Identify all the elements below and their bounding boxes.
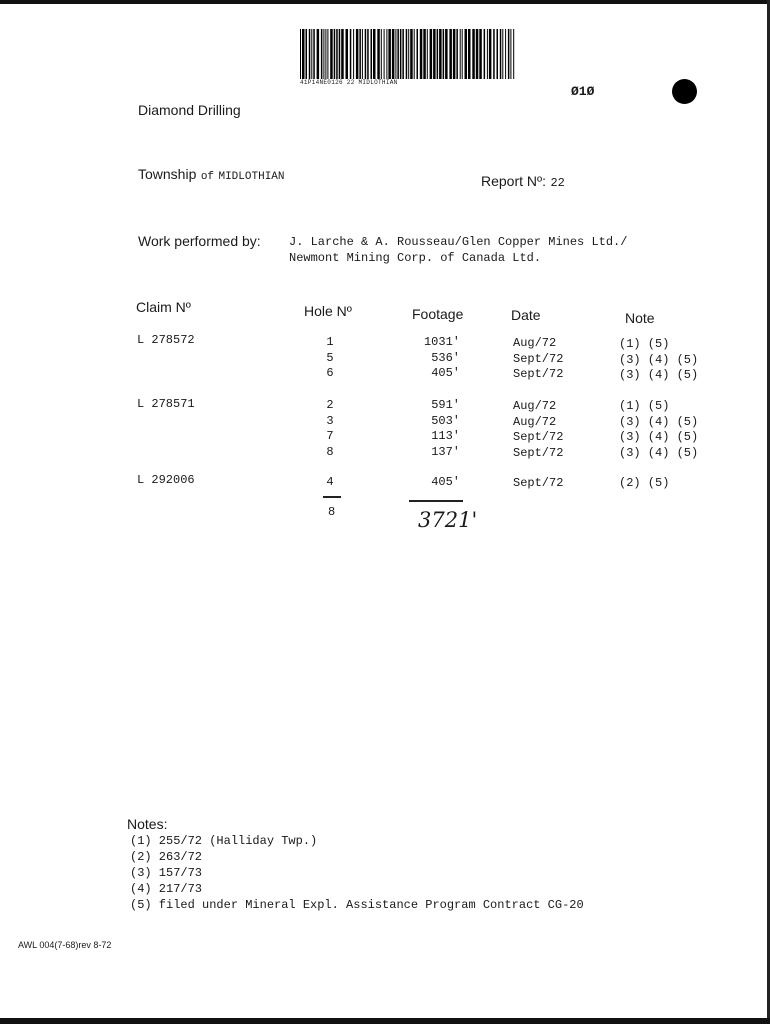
hole-column (320, 398, 340, 460)
note-refs: (3) (4) (5) (619, 414, 699, 429)
note-column (619, 399, 698, 461)
township-name: MIDLOTHIAN (218, 171, 285, 183)
footage-value: 405' (431, 366, 460, 380)
hole-number: 7 (326, 429, 334, 443)
date-column (513, 476, 563, 492)
note-refs: (3) (4) (5) (619, 368, 699, 382)
footage-column (404, 398, 460, 460)
hole-total-rule (323, 496, 341, 498)
footage-value: 503' (431, 413, 460, 428)
date-value: Sept/72 (513, 351, 564, 366)
report-label: Report Nº: (481, 173, 547, 189)
footage-value: 591' (431, 398, 460, 412)
note-item: (1) 255/72 (Halliday Twp.) (130, 834, 318, 848)
township-line (138, 166, 285, 184)
notes-list (130, 833, 584, 913)
date-value: Aug/72 (513, 399, 557, 413)
note-refs: (2) (5) (619, 476, 670, 490)
note-item: (2) 263/72 (130, 850, 203, 864)
hole-number: 1 (326, 335, 334, 349)
report-line (481, 173, 565, 191)
date-column (513, 399, 563, 461)
township-of: of (200, 171, 215, 183)
total-footage-handwritten: 3721' (418, 508, 478, 532)
header-hole: Hole Nº (304, 303, 352, 319)
work-label: Work performed by: (138, 233, 261, 249)
report-number: 22 (550, 176, 565, 190)
date-value: Sept/72 (513, 445, 564, 460)
barcode (300, 29, 516, 79)
note-item: (3) 157/73 (130, 866, 203, 880)
date-value: Aug/72 (513, 336, 557, 350)
hole-number: 2 (326, 398, 334, 412)
form-number: AWL 004(7-68)rev 8-72 (18, 940, 112, 950)
scan-border-bottom (0, 1018, 770, 1024)
header-date: Date (511, 307, 541, 323)
footage-total-rule (409, 500, 463, 502)
date-value: Sept/72 (513, 476, 564, 490)
header-claim: Claim Nº (136, 299, 191, 315)
scan-border-top (0, 0, 770, 4)
note-column (619, 337, 698, 384)
note-item: (5) filed under Mineral Expl. Assistance Program Contract CG-20 (130, 898, 584, 912)
footage-value: 1031' (423, 335, 460, 349)
note-item: (4) 217/73 (130, 882, 203, 896)
hole-number: 8 (326, 444, 334, 459)
footage-column (404, 335, 460, 382)
note-refs: (3) (4) (5) (619, 445, 699, 460)
footage-column (404, 475, 460, 491)
barcode-text: 41P14NE0126 22 MIDLOTHIAN (300, 79, 398, 86)
page-number: Ø1Ø (571, 84, 595, 99)
hole-number: 3 (326, 413, 334, 428)
date-value: Sept/72 (513, 367, 564, 381)
note-refs: (3) (4) (5) (619, 352, 699, 367)
date-value: Aug/72 (513, 414, 557, 429)
header-footage: Footage (412, 306, 464, 322)
claim-number: L 278572 (137, 333, 195, 347)
note-refs: (3) (4) (5) (619, 430, 699, 444)
note-column (619, 476, 669, 492)
claim-number: L 292006 (137, 473, 195, 487)
header-note: Note (625, 310, 655, 326)
hole-column (320, 335, 340, 382)
date-column (513, 336, 563, 383)
punch-hole-dot (672, 79, 697, 104)
township-label: Township (138, 166, 197, 182)
total-holes: 8 (328, 505, 336, 519)
work-line-2: Newmont Mining Corp. of Canada Ltd. (289, 251, 542, 265)
footage-value: 137' (431, 444, 460, 459)
footage-value: 113' (431, 429, 460, 443)
date-value: Sept/72 (513, 430, 564, 444)
note-refs: (1) (5) (619, 399, 670, 413)
hole-number: 5 (326, 350, 334, 365)
hole-number: 6 (326, 366, 334, 380)
footage-value: 536' (431, 350, 460, 365)
work-line-1: J. Larche & A. Rousseau/Glen Copper Mines Ltd./ (289, 235, 628, 249)
note-refs: (1) (5) (619, 337, 670, 351)
footage-value: 405' (431, 475, 460, 489)
notes-heading: Notes: (127, 816, 168, 832)
claim-number: L 278571 (137, 397, 195, 411)
hole-number: 4 (326, 475, 334, 489)
doc-type-title: Diamond Drilling (138, 102, 241, 118)
hole-column (320, 475, 340, 491)
